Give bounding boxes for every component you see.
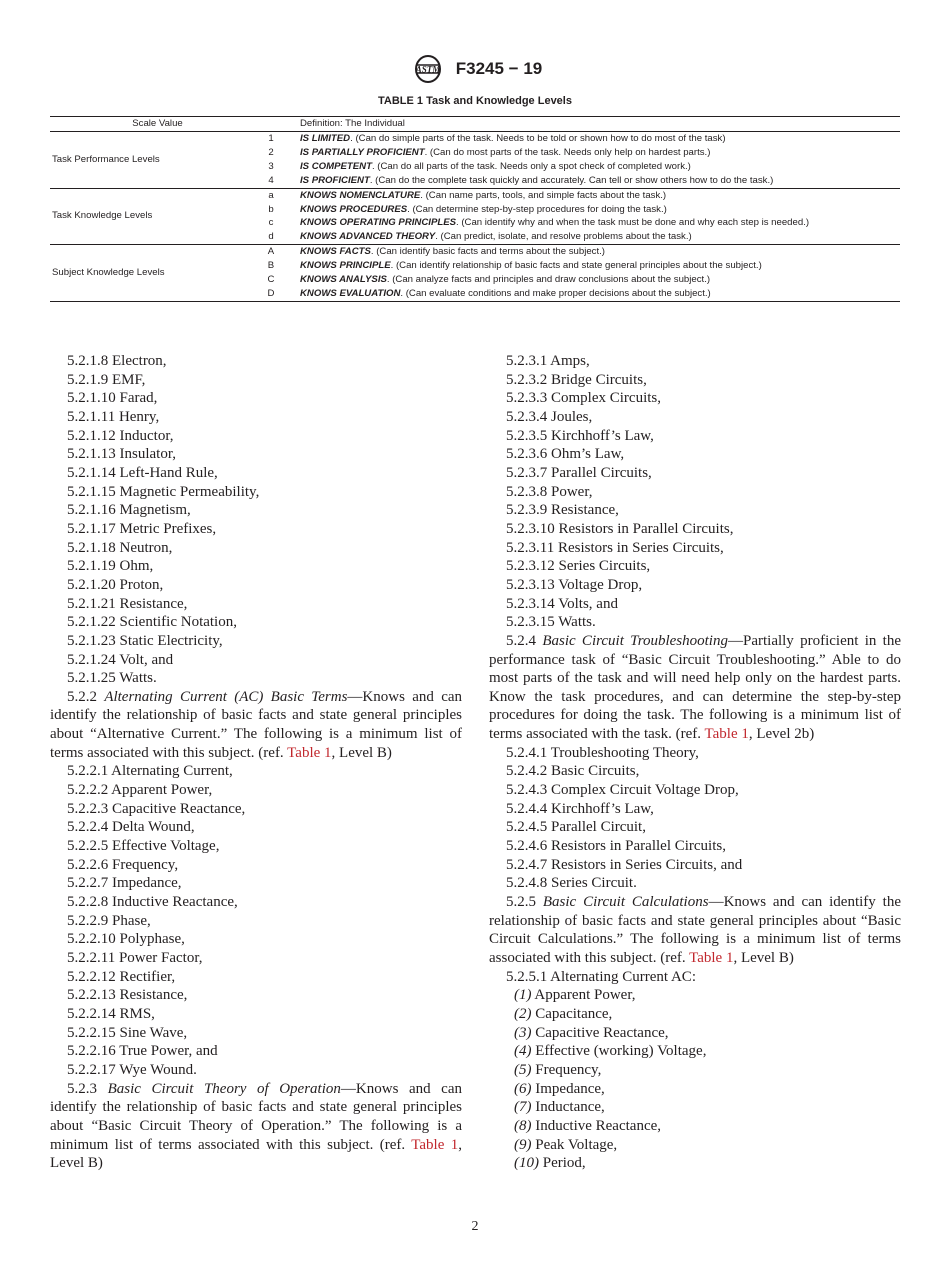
item-text: Effective (working) Voltage, bbox=[531, 1043, 707, 1060]
section-title: Basic Circuit Calculations bbox=[542, 894, 709, 911]
list-item: 5.2.1.15 Magnetic Permeability, bbox=[67, 483, 260, 500]
item-text: Apparent Power, bbox=[531, 987, 636, 1004]
table-row bbox=[50, 188, 900, 202]
definition-keyword: KNOWS EVALUATION bbox=[300, 287, 401, 299]
list-item: 5.2.1.22 Scientific Notation, bbox=[67, 614, 237, 631]
document-id: F3245 − 19 bbox=[455, 59, 543, 78]
list-item: 5.2.3.10 Resistors in Parallel Circuits, bbox=[506, 520, 734, 537]
item-text: Period, bbox=[539, 1155, 586, 1172]
item-number: (10) bbox=[514, 1155, 539, 1172]
list-item: 5.2.1.9 EMF, bbox=[67, 371, 146, 388]
definition bbox=[277, 273, 900, 287]
list-item: 5.2.3.13 Voltage Drop, bbox=[506, 576, 643, 593]
definition-keyword: KNOWS PRINCIPLE bbox=[300, 260, 391, 272]
section-5-2-2: 5.2.2 Alternating Current (AC) Basic Terms—Knows and can identify the relationship of basic facts and state general principles about “Alternative Current.” The following is a minimum list of terms associated with this subject. (ref. Table 1, Level B) bbox=[50, 688, 463, 761]
right-column bbox=[489, 352, 901, 1173]
definition bbox=[277, 132, 900, 146]
item-number: (5) bbox=[514, 1061, 532, 1078]
list-item: 5.2.3.15 Watts. bbox=[506, 614, 596, 631]
list-item: 5.2.1.17 Metric Prefixes, bbox=[67, 520, 217, 537]
list-item: 5.2.4.7 Resistors in Series Circuits, and bbox=[506, 856, 743, 873]
svg-text:ASTM: ASTM bbox=[415, 64, 441, 75]
list-item bbox=[489, 1061, 901, 1080]
list-item: 5.2.2.7 Impedance, bbox=[67, 875, 182, 892]
item-number: (7) bbox=[514, 1099, 532, 1116]
definition bbox=[277, 259, 900, 273]
list-item: 5.2.4.3 Complex Circuit Voltage Drop, bbox=[506, 782, 739, 799]
list-item: 5.2.2.11 Power Factor, bbox=[67, 950, 203, 966]
list-item bbox=[489, 1080, 901, 1099]
list-item: 5.2.4.5 Parallel Circuit, bbox=[506, 819, 646, 836]
list-item: 5.2.3.7 Parallel Circuits, bbox=[506, 464, 652, 481]
definition-keyword: IS LIMITED bbox=[300, 133, 351, 144]
scale-value: d bbox=[265, 230, 277, 244]
list-item: 5.2.3.3 Complex Circuits, bbox=[506, 390, 661, 407]
list-item: 5.2.3.11 Resistors in Series Circuits, bbox=[506, 539, 724, 556]
scale-value: 2 bbox=[268, 146, 274, 158]
header-definition: Definition: The Individual bbox=[277, 117, 900, 132]
definition-keyword: KNOWS NOMENCLATURE bbox=[300, 189, 421, 201]
list-item: 5.2.3.6 Ohm’s Law, bbox=[506, 446, 625, 463]
section-5-2-3: 5.2.3 Basic Circuit Theory of Operation—Knows and can identify the relationship of basic facts and state general principles about “Basic Circuit Theory of Operation.” The following is a minimum list of terms associated with this subject. (ref. Table 1, Level B) bbox=[50, 1080, 462, 1172]
definition-keyword: KNOWS PROCEDURES bbox=[300, 203, 408, 215]
item-text: Inductance, bbox=[531, 1099, 605, 1116]
list-item: 5.2.4.1 Troubleshooting Theory, bbox=[506, 744, 699, 761]
list-item: 5.2.3.2 Bridge Circuits, bbox=[506, 371, 647, 388]
item-text: Capacitive Reactance, bbox=[531, 1024, 669, 1041]
definition-keyword: IS PARTIALLY PROFICIENT bbox=[300, 146, 425, 158]
list-item: 5.2.2.6 Frequency, bbox=[67, 856, 179, 873]
definition-text: . (Can name parts, tools, and simple facts about the task.) bbox=[420, 189, 667, 201]
definition bbox=[277, 160, 900, 174]
table-1-link[interactable]: Table 1 bbox=[689, 950, 734, 966]
list-item: 5.2.3.14 Volts, and bbox=[506, 595, 618, 612]
table-title: TABLE 1 Task and Knowledge Levels bbox=[378, 95, 572, 107]
list-item: 5.2.3.5 Kirchhoff’s Law, bbox=[506, 427, 654, 444]
definition bbox=[277, 230, 900, 244]
list-item: 5.2.1.14 Left-Hand Rule, bbox=[67, 464, 218, 481]
definition-text: . (Can determine step-by-step procedures for doing the task.) bbox=[407, 203, 667, 215]
list-item: 5.2.2.8 Inductive Reactance, bbox=[67, 894, 238, 911]
definition-keyword: IS PROFICIENT bbox=[300, 174, 370, 186]
table-1-link[interactable]: Table 1 bbox=[287, 744, 332, 761]
scale-value: 4 bbox=[265, 174, 277, 188]
list-item: 5.2.1.16 Magnetism, bbox=[67, 502, 191, 519]
list-item bbox=[489, 1024, 901, 1043]
item-number: (6) bbox=[514, 1080, 532, 1097]
item-number: (3) bbox=[514, 1024, 532, 1041]
list-item: 5.2.1.20 Proton, bbox=[67, 576, 164, 593]
section-title: Alternating Current (AC) Basic Terms bbox=[104, 688, 348, 705]
left-column bbox=[50, 352, 462, 1173]
list-item: 5.2.2.9 Phase, bbox=[67, 912, 151, 929]
list-item: 5.2.2.13 Resistance, bbox=[67, 987, 188, 1004]
table-header-row bbox=[50, 117, 900, 132]
list-item: 5.2.3.1 Amps, bbox=[506, 353, 590, 369]
scale-value: c bbox=[268, 217, 274, 229]
list-item: 5.2.4.6 Resistors in Parallel Circuits, bbox=[506, 838, 726, 855]
definition-text: . (Can identify why and when the task must be done and why each step is needed.) bbox=[456, 217, 810, 229]
list-item bbox=[489, 1136, 901, 1155]
group-label: Task Performance Levels bbox=[50, 132, 265, 189]
page-header bbox=[0, 54, 950, 84]
list-item: 5.2.2.1 Alternating Current, bbox=[67, 763, 233, 780]
definition-keyword: IS COMPETENT bbox=[300, 160, 372, 172]
item-text: Frequency, bbox=[531, 1061, 602, 1078]
list-item: 5.2.2.15 Sine Wave, bbox=[67, 1024, 188, 1041]
list-item: 5.2.2.10 Polyphase, bbox=[67, 931, 185, 948]
section-title: Basic Circuit Troubleshooting bbox=[542, 632, 728, 649]
list-item: 5.2.2.14 RMS, bbox=[67, 1005, 155, 1022]
definition-text: . (Can do the complete task quickly and accurately. Can tell or show others how to do the task.) bbox=[369, 174, 774, 186]
definition bbox=[277, 203, 900, 217]
scale-value: C bbox=[267, 274, 275, 286]
group-label: Subject Knowledge Levels bbox=[50, 245, 265, 302]
definition-keyword: KNOWS ANALYSIS bbox=[300, 274, 387, 286]
list-item: 5.2.2.17 Wye Wound. bbox=[67, 1061, 197, 1078]
list-item: 5.2.2.12 Rectifier, bbox=[67, 968, 176, 985]
item-text: Inductive Reactance, bbox=[531, 1117, 662, 1134]
table-1-link[interactable]: Table 1 bbox=[704, 726, 749, 743]
page-number: 2 bbox=[471, 1219, 479, 1234]
section-title: Basic Circuit Theory of Operation bbox=[107, 1080, 341, 1097]
list-item bbox=[489, 1005, 901, 1024]
definition bbox=[277, 188, 900, 202]
definition-text: . (Can analyze facts and principles and draw conclusions about the subject.) bbox=[386, 274, 711, 286]
list-item: 5.2.3.12 Series Circuits, bbox=[506, 558, 651, 575]
list-item: 5.2.3.4 Joules, bbox=[506, 408, 593, 425]
list-item: 5.2.1.24 Volt, and bbox=[67, 651, 174, 668]
list-item: 5.2.2.16 True Power, and bbox=[67, 1043, 218, 1060]
knowledge-levels-table bbox=[50, 116, 900, 302]
list-item: 5.2.5.1 Alternating Current AC: bbox=[506, 968, 696, 985]
table-row bbox=[50, 245, 900, 259]
list-item: 5.2.2.2 Apparent Power, bbox=[67, 782, 213, 799]
table-row bbox=[50, 132, 900, 146]
definition-text: . (Can predict, isolate, and resolve problems about the task.) bbox=[435, 231, 692, 243]
list-item: 5.2.4.2 Basic Circuits, bbox=[506, 763, 640, 780]
definition-text: . (Can do all parts of the task. Needs only a spot check of completed work.) bbox=[371, 160, 691, 172]
group-label: Task Knowledge Levels bbox=[50, 188, 265, 245]
list-item: 5.2.1.18 Neutron, bbox=[67, 539, 173, 556]
item-number: (8) bbox=[514, 1117, 532, 1134]
section-5-2-4: 5.2.4 Basic Circuit Troubleshooting—Partially proficient in the performance task of “Basic Circuit Troubleshooting.” Able to do most parts of the task and will need help only on the hardest parts. Know the task procedures, and can determine the step-by-step procedures for doing the task. The following is a minimum list of terms associated with the task. (ref. Table 1, Level 2b) bbox=[489, 632, 902, 743]
list-item bbox=[489, 1154, 901, 1173]
definition bbox=[277, 174, 900, 188]
definition bbox=[277, 245, 900, 259]
definition-text: . (Can do most parts of the task. Needs only help on hardest parts.) bbox=[424, 146, 711, 158]
list-item: 5.2.1.25 Watts. bbox=[67, 670, 157, 687]
list-item: 5.2.1.23 Static Electricity, bbox=[67, 632, 223, 649]
list-item: 5.2.1.19 Ohm, bbox=[67, 558, 154, 575]
item-number: (2) bbox=[514, 1005, 532, 1022]
astm-logo bbox=[408, 54, 448, 84]
list-item: 5.2.1.10 Farad, bbox=[67, 390, 158, 407]
scale-value: A bbox=[267, 246, 275, 258]
scale-value: b bbox=[268, 203, 274, 215]
list-item bbox=[489, 986, 901, 1005]
list-item: 5.2.3.9 Resistance, bbox=[506, 502, 619, 519]
list-item bbox=[489, 1098, 901, 1117]
definition-keyword: KNOWS ADVANCED THEORY bbox=[300, 231, 436, 243]
table-1-link[interactable]: Table 1 bbox=[411, 1136, 459, 1153]
definition bbox=[277, 146, 900, 160]
definition bbox=[277, 287, 900, 301]
item-text: Capacitance, bbox=[531, 1005, 613, 1022]
item-text: Impedance, bbox=[531, 1080, 605, 1097]
scale-value: a bbox=[268, 189, 274, 201]
list-item: 5.2.1.8 Electron, bbox=[67, 353, 167, 369]
item-number: (4) bbox=[514, 1043, 532, 1060]
list-item: 5.2.2.5 Effective Voltage, bbox=[67, 838, 220, 855]
item-number: (9) bbox=[514, 1136, 532, 1153]
definition-text: . (Can evaluate conditions and make proper decisions about the subject.) bbox=[400, 287, 711, 299]
definition bbox=[277, 216, 900, 230]
list-item: 5.2.2.4 Delta Wound, bbox=[67, 819, 195, 836]
scale-value: 3 bbox=[268, 160, 274, 172]
scale-value: B bbox=[267, 260, 275, 272]
list-item: 5.2.2.3 Capacitive Reactance, bbox=[67, 800, 246, 817]
definition-keyword: KNOWS FACTS bbox=[300, 246, 371, 258]
list-item: 5.2.1.11 Henry, bbox=[67, 408, 160, 425]
list-item: 5.2.1.13 Insulator, bbox=[67, 446, 176, 463]
list-item bbox=[489, 1042, 901, 1061]
definition-text: . (Can identify basic facts and terms about the subject.) bbox=[370, 246, 605, 258]
list-item bbox=[489, 1117, 901, 1136]
list-item: 5.2.4.8 Series Circuit. bbox=[506, 875, 637, 892]
list-item: 5.2.1.12 Inductor, bbox=[67, 427, 174, 444]
definition-text: . (Can do simple parts of the task. Needs to be told or shown how to do most of the task) bbox=[350, 133, 726, 144]
list-item: 5.2.4.4 Kirchhoff’s Law, bbox=[506, 800, 654, 817]
item-text: Peak Voltage, bbox=[531, 1136, 618, 1153]
definition-keyword: KNOWS OPERATING PRINCIPLES bbox=[300, 217, 456, 229]
definition-text: . (Can identify relationship of basic facts and state general principles about the subject.) bbox=[390, 260, 762, 272]
header-scale-value: Scale Value bbox=[50, 117, 265, 132]
list-item: 5.2.1.21 Resistance, bbox=[67, 595, 188, 612]
item-number: (1) bbox=[514, 987, 532, 1004]
scale-value: D bbox=[265, 287, 277, 301]
scale-value: 1 bbox=[268, 133, 274, 144]
list-item: 5.2.3.8 Power, bbox=[506, 483, 593, 500]
section-5-2-5: 5.2.5 Basic Circuit Calculations—Knows and can identify the relationship of basic facts and state general principles about “Basic Circuit Calculations.” The following is a minimum list of terms associated with this subject. (ref. Table 1, Level B) bbox=[489, 894, 901, 966]
